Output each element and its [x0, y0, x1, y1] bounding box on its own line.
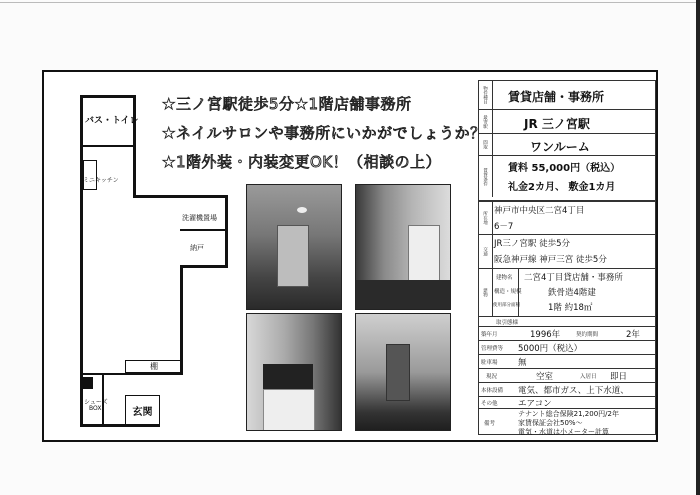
value-built: 1996年 — [530, 330, 561, 340]
value-notes-2: 家賃保証会社50%～ — [518, 419, 583, 427]
row-terms — [478, 155, 656, 197]
label-contract: 契約期間 — [576, 332, 599, 338]
wall — [80, 95, 135, 98]
label-notes: 備考 — [484, 421, 496, 427]
entrance — [125, 395, 160, 425]
value-contract: 2年 — [626, 330, 640, 340]
wall — [80, 373, 183, 375]
closet-label: 納戸 — [190, 244, 204, 252]
interior-photo-3 — [246, 313, 342, 431]
label-layout: 間取 — [478, 134, 493, 155]
corner-block — [83, 377, 93, 389]
shelf-label: 棚 — [150, 362, 158, 371]
value-station: JR 三ノ宮駅 — [524, 117, 590, 131]
interior-photo-2 — [355, 184, 451, 310]
scan-line — [0, 2, 700, 3]
label-bldg-name: 建物名 — [496, 275, 513, 281]
label-facilities: 本体設備 — [481, 388, 504, 394]
headline-line-2: ★ネイルサロンや事務所にいかがでしょうか？ — [162, 124, 486, 142]
label-area: 使用部分面積 — [493, 303, 520, 308]
value-address-2: 6－7 — [494, 222, 514, 232]
washer-label: 洗濯機置場 — [182, 214, 217, 222]
shoebox-label: シューズ — [84, 399, 108, 406]
value-parking: 無 — [518, 358, 527, 368]
label-built: 築年月 — [481, 332, 498, 338]
row-layout — [478, 133, 656, 155]
photo-floor — [356, 280, 451, 310]
row-building — [478, 268, 656, 316]
value-transport-2: 阪急神戸線 神戸三宮 徒歩5分 — [494, 255, 607, 265]
value-facilities: 電気、都市ガス、上下水道、 — [518, 386, 629, 396]
wall — [225, 195, 228, 267]
label-station: 最寄駅 — [478, 110, 493, 133]
label-other: その他 — [481, 401, 498, 407]
row-notes — [478, 408, 656, 436]
label-parking: 駐車場 — [481, 360, 498, 366]
label-move-in: 入居日 — [580, 374, 597, 380]
photo-cabinet — [263, 389, 315, 431]
row-built — [478, 326, 656, 340]
value-bldg-name: 二宮4丁目貸店舗・事務所 — [524, 273, 623, 283]
photo-sink — [263, 364, 313, 389]
value-deposit: 礼金2カ月、 敷金1カ月 — [508, 182, 616, 193]
value-type: 賃貸店舗・事務所 — [508, 90, 605, 104]
value-transport-1: JR三ノ宮駅 徒歩5分 — [494, 239, 571, 249]
label-terms: 賃貸条件 — [478, 156, 493, 197]
label-trade: 取引態様 — [496, 320, 519, 326]
value-other: エアコン — [518, 399, 552, 409]
value-layout: ワンルーム — [530, 140, 590, 154]
label-structure: 構造・規模 — [494, 289, 522, 295]
scan-edge — [696, 0, 700, 495]
photo-doorway — [277, 225, 309, 287]
row-other — [478, 396, 656, 408]
value-notes-1: テナント総合保険21,200円/2年 — [518, 410, 619, 418]
property-info-table — [478, 80, 654, 436]
label-building: 建物 — [478, 269, 493, 316]
row-management — [478, 340, 656, 354]
row-facilities — [478, 382, 656, 396]
floor-plan — [80, 95, 230, 430]
kitchen-label: ミニキッチン — [83, 177, 119, 184]
entrance-label: 玄関 — [132, 406, 153, 418]
row-station — [478, 109, 656, 133]
wall — [80, 145, 135, 147]
wall — [133, 195, 227, 198]
label-management: 管理費等 — [481, 346, 504, 352]
photo-light — [297, 207, 307, 213]
headline-line-1: ★三ノ宮駅徒歩5分★1階店舗事務所 — [162, 95, 412, 113]
label-address: 所在地 — [478, 202, 493, 234]
value-status: 空室 — [536, 372, 554, 382]
wall — [180, 265, 183, 375]
label-transport: 交通 — [478, 235, 493, 268]
label-status: 現況 — [486, 374, 498, 380]
interior-photo-1 — [246, 184, 342, 310]
photo-shoe-cabinet — [408, 225, 440, 287]
row-transport — [478, 234, 656, 268]
row-status — [478, 368, 656, 382]
interior-photo-4 — [355, 313, 451, 431]
row-type — [478, 80, 656, 109]
value-management: 5000円（税込） — [518, 344, 583, 354]
value-address-1: 神戸市中央区二宮4丁目 — [494, 206, 585, 216]
value-notes-3: 電気・水道は小メーター計算 — [518, 428, 609, 436]
wall — [180, 265, 228, 268]
value-structure: 鉄骨造4階建 — [548, 288, 596, 298]
photo-door — [386, 344, 410, 401]
wall — [180, 229, 226, 231]
shelf — [125, 360, 183, 373]
label-type: 物件種目 — [478, 80, 493, 109]
row-trade — [478, 316, 656, 326]
value-rent: 賃料 55,000円（税込） — [508, 163, 621, 174]
value-move-in: 即日 — [610, 372, 628, 382]
row-parking — [478, 354, 656, 368]
shoebox-label-2: BOX — [89, 405, 102, 412]
value-area: 1階 約18㎡ — [548, 303, 593, 313]
headline-line-3: ★1階外装・内装変更OK！（相談の上） — [162, 153, 442, 171]
bath-toilet-label: バス・トイレ — [85, 116, 139, 126]
row-address — [478, 200, 656, 234]
